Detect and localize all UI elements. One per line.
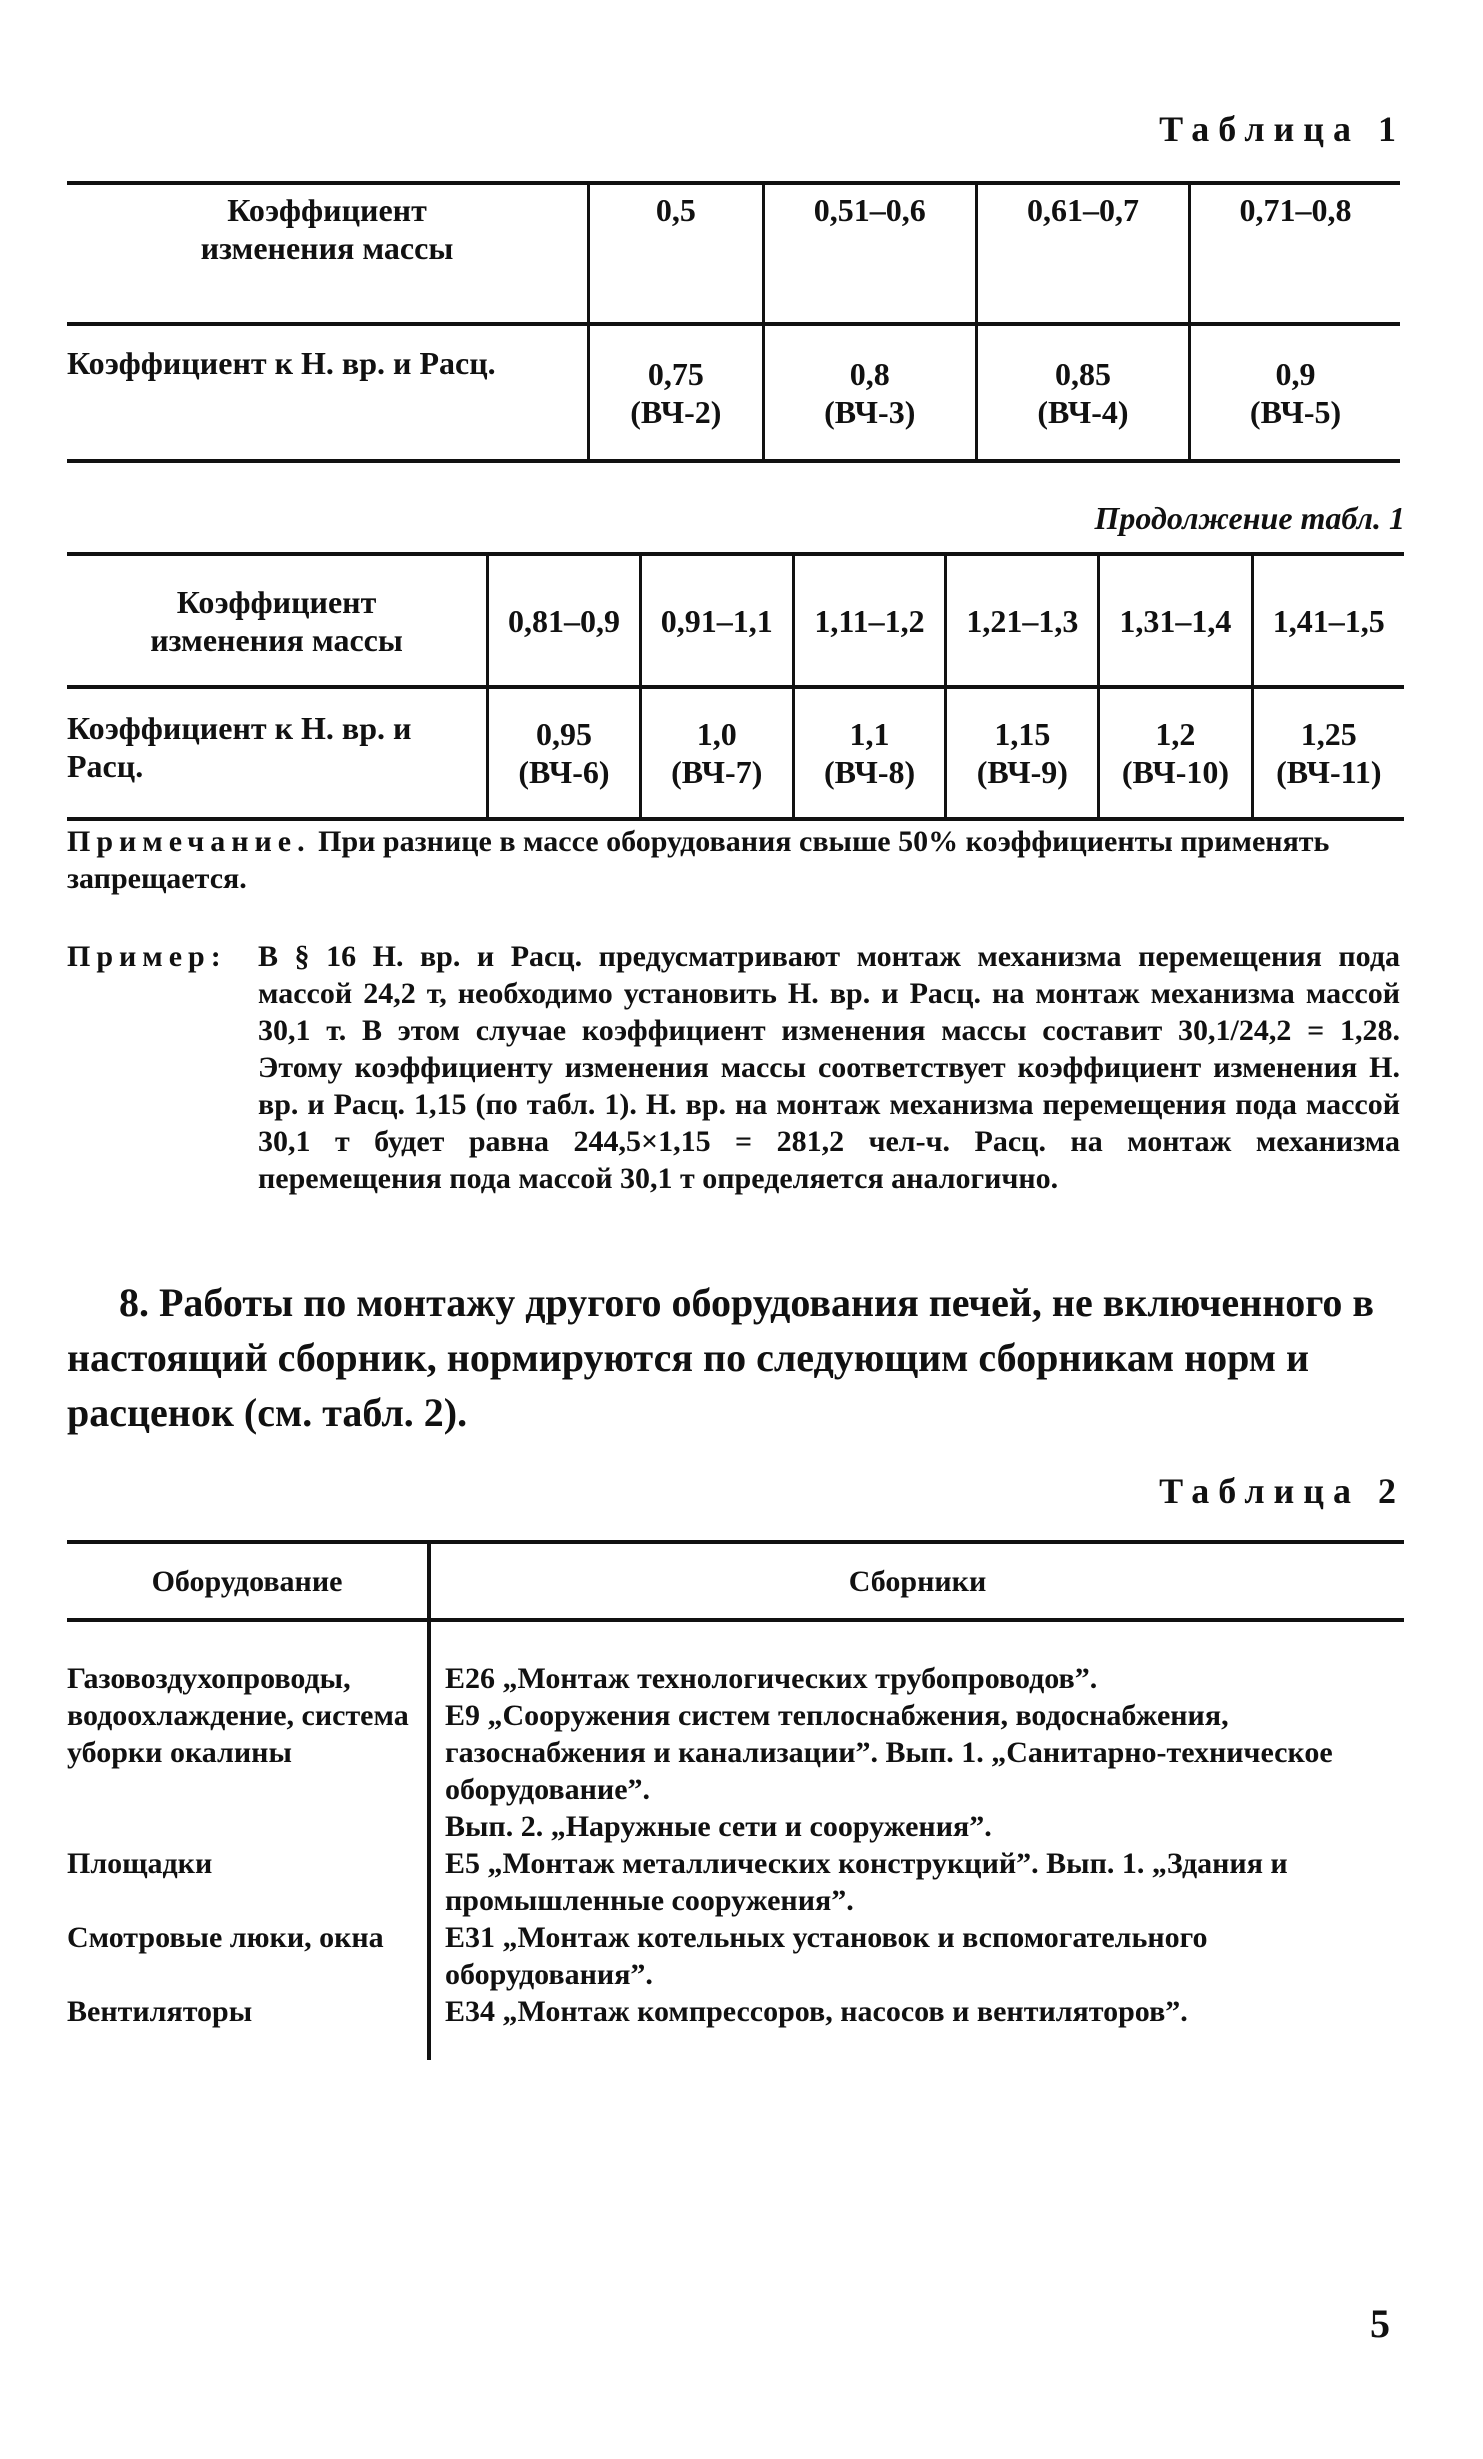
table2: [67, 1540, 1404, 2060]
equipment-cell: Газовоздухопроводы, водоохлаждение, система уборки окалины: [67, 1620, 429, 1845]
table1-coef-cell: 0,75 (ВЧ-2): [589, 324, 764, 461]
table2-caption: Таблица 2: [1159, 1471, 1405, 1511]
collections-cell: Е26 „Монтаж технологических трубопроводов”. Е9 „Сооружения систем теплоснабжения, водоснабжения, газоснабжения и канализации”. Вып. 1. „Санитарно-техническое оборудование”. Вып. 2. „Наружные сети и сооружения”.: [445, 1662, 1333, 1843]
table1c-coef-cell: 1,15 (ВЧ-9): [946, 687, 1099, 819]
table1-coef-cell: 0,9 (ВЧ-5): [1190, 324, 1400, 461]
equipment-cell: Вентиляторы: [67, 1993, 429, 2060]
example-text: В § 16 Н. вр. и Расц. предусматривают монтаж механизма перемещения пода массой 24,2 т, необходимо установить Н. вр. и Расц. на монтаж механизма массой 30,1 т. В этом случае коэффициент изменения массы составит 30,1/24,2 = 1,28. Этому коэффициенту изменения массы соответствует коэффициент изменения Н. вр. и Расц. 1,15 (по табл. 1). Н. вр. на монтаж механизма перемещения пода массой 30,1 т будет равна 244,5×1,15 = 281,2 чел-ч. Расц. на монтаж механизма перемещения пода массой 30,1 т определяется аналогично.: [258, 940, 1400, 1195]
table1c-coef-cell: 1,25 (ВЧ-11): [1252, 687, 1404, 819]
equipment-cell: Смотровые люки, окна: [67, 1919, 429, 1993]
table1c-header-label: Коэффициент изменения массы: [67, 554, 488, 687]
table1-caption: Таблица 1: [1159, 109, 1405, 149]
collections-cell: Е31 „Монтаж котельных установок и вспомогательного оборудования”.: [445, 1921, 1208, 1991]
table1-row-label: Коэффициент к Н. вр. и Расц.: [67, 345, 496, 381]
table1c-range: 1,41–1,5: [1252, 554, 1404, 687]
example-label: Пример:: [67, 940, 227, 973]
table1c-row-label: Коэффициент к Н. вр. и Расц.: [67, 710, 412, 784]
table1-range: 0,71–0,8: [1190, 183, 1400, 324]
table-row: [67, 1993, 1404, 2060]
collections-cell: Е34 „Монтаж компрессоров, насосов и вентиляторов”.: [445, 1995, 1188, 2028]
page-number: 5: [1370, 2301, 1390, 2346]
table1-coef-cell: 0,85 (ВЧ-4): [976, 324, 1189, 461]
table1c-coef-cell: 1,0 (ВЧ-7): [640, 687, 793, 819]
table1c-range: 1,11–1,2: [793, 554, 946, 687]
table-row: [67, 1919, 1404, 1993]
note: [67, 823, 1400, 897]
table1c-coef-cell: 1,1 (ВЧ-8): [793, 687, 946, 819]
table1c-range: 0,81–0,9: [488, 554, 641, 687]
collections-cell: Е5 „Монтаж металлических конструкций”. Вып. 1. „Здания и промышленные сооружения”.: [445, 1847, 1288, 1917]
table-row: [67, 1620, 1404, 1845]
section-8-paragraph: 8. Работы по монтажу другого оборудования печей, не включенного в настоящий сборник, нормируются по следующим сборникам норм и расценок (см. табл. 2).: [67, 1280, 1375, 1435]
table1-continuation: [67, 552, 1404, 821]
table1c-range: 0,91–1,1: [640, 554, 793, 687]
note-text: При разнице в массе оборудования свыше 50% коэффициенты применять запрещается.: [67, 825, 1330, 895]
table1-range: 0,5: [589, 183, 764, 324]
table1-coef-cell: 0,8 (ВЧ-3): [763, 324, 976, 461]
table1c-range: 1,21–1,3: [946, 554, 1099, 687]
table1c-coef-cell: 1,2 (ВЧ-10): [1099, 687, 1252, 819]
table1-range: 0,61–0,7: [976, 183, 1189, 324]
table1: [67, 181, 1400, 463]
table1-header-label: Коэффициент изменения массы: [67, 183, 589, 324]
table-row: [67, 1845, 1404, 1919]
table1-cont-caption: Продолжение табл. 1: [1094, 500, 1405, 536]
table1-range: 0,51–0,6: [763, 183, 976, 324]
table2-header-collections: Сборники: [429, 1542, 1404, 1620]
table1c-range: 1,31–1,4: [1099, 554, 1252, 687]
table2-header-equipment: Оборудование: [67, 1542, 429, 1620]
note-label: Примечание.: [67, 825, 311, 858]
equipment-cell: Площадки: [67, 1845, 429, 1919]
table1c-coef-cell: 0,95 (ВЧ-6): [488, 687, 641, 819]
